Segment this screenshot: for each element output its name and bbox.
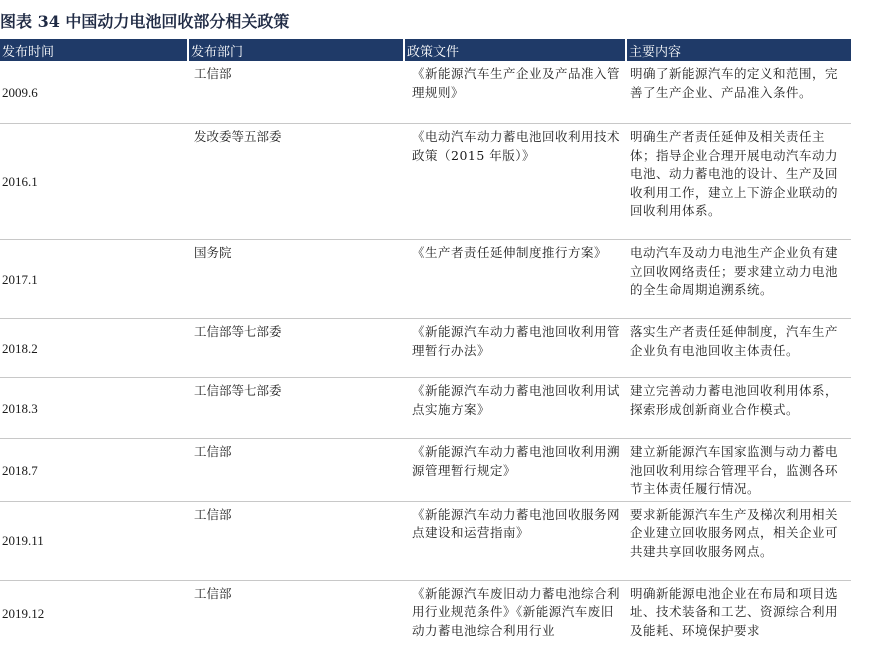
cell-content: 建立新能源汽车国家监测与动力蓄电池回收利用综合管理平台，监测各环节主体责任履行情况。 [626,439,851,502]
cell-department: 工信部 [188,61,404,124]
cell-department: 工信部 [188,501,404,580]
cell-time: 2017.1 [0,240,188,319]
cell-content: 落实生产者责任延伸制度，汽车生产企业负有电池回收主体责任。 [626,319,851,378]
cell-policy: 《新能源汽车动力蓄电池回收利用溯源管理暂行规定》 [404,439,626,502]
cell-time: 2009.6 [0,61,188,124]
cell-content: 建立完善动力蓄电池回收利用体系，探索形成创新商业合作模式。 [626,378,851,439]
cell-department: 工信部等七部委 [188,319,404,378]
cell-content: 要求新能源汽车生产及梯次利用相关企业建立回收服务网点，相关企业可共建共享回收服务网点。 [626,501,851,580]
cell-time: 2019.11 [0,501,188,580]
table-row [0,319,851,378]
table-row [0,240,851,319]
header-policy: 政策文件 [404,39,626,61]
header-content: 主要内容 [626,39,851,61]
table-row [0,580,851,647]
table-row [0,439,851,502]
cell-department: 工信部 [194,585,232,601]
cell-policy: 《生产者责任延伸制度推行方案》 [404,240,626,319]
cell-policy: 《新能源汽车动力蓄电池回收利用试点实施方案》 [404,378,626,439]
cell-time: 2018.2 [0,319,188,378]
table-row [0,61,851,124]
cell-time: 2019.12 [2,606,45,622]
table-row [0,378,851,439]
cell-department: 工信部等七部委 [188,378,404,439]
cell-policy: 《新能源汽车生产企业及产品准入管理规则》 [404,61,626,124]
cell-time: 2018.7 [0,439,188,502]
table-row [0,124,851,240]
cell-content: 明确了新能源汽车的定义和范围，完善了生产企业、产品准入条件。 [626,61,851,124]
figure-title: 图表 34 中国动力电池回收部分相关政策 [0,12,290,31]
cell-department: 发改委等五部委 [188,124,404,240]
header-department: 发布部门 [188,39,404,61]
cell-content: 明确生产者责任延伸及相关责任主体；指导企业合理开展电动汽车动力电池、动力蓄电池的设计、生产及回收利用工作，建立上下游企业联动的回收利用体系。 [626,124,851,240]
header-time: 发布时间 [0,39,188,61]
cell-policy: 《新能源汽车动力蓄电池回收利用管理暂行办法》 [404,319,626,378]
table-row [0,501,851,580]
cell-department: 工信部 [188,439,404,502]
cell-policy: 《新能源汽车废旧动力蓄电池综合利用行业规范条件》《新能源汽车废旧动力蓄电池综合利用行业 [412,585,621,638]
cell-department: 国务院 [188,240,404,319]
cell-time: 2018.3 [0,378,188,439]
cell-content: 电动汽车及动力电池生产企业负有建立回收网络责任；要求建立动力电池的全生命周期追溯系统。 [626,240,851,319]
table-header-row [0,39,851,61]
cell-time: 2016.1 [0,124,188,240]
cell-policy: 《新能源汽车动力蓄电池回收服务网点建设和运营指南》 [404,501,626,580]
policy-table [0,39,851,647]
cell-policy: 《电动汽车动力蓄电池回收利用技术政策（2015 年版）》 [404,124,626,240]
cell-content: 明确新能源电池企业在布局和项目选址、技术装备和工艺、资源综合利用及能耗、环境保护要求 [630,585,839,638]
